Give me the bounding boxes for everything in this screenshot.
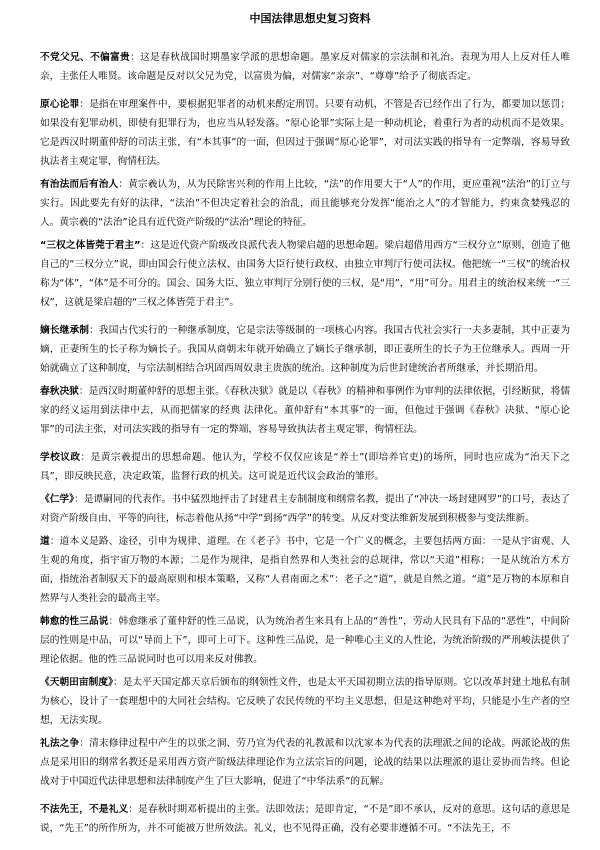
entry-term: 春秋决狱: [40, 386, 79, 397]
entry-definition: 是春秋时期邓析提出的主张。法即效法；是即肯定，“不是”即不承认，反对的意思。这句话的意思是说，“先王”的所作所为，并不可能被万世所效法。礼义，也不见得正确，没有必要非遵循不可。“不法先王，不: [40, 804, 570, 834]
entry-definition: 是谭嗣同的代表作。书中猛烈地抨击了封建君主专制制度和纲常名教，提出了“冲决一场封建网罗”的口号，表达了对资产阶级自由、平等的向往，标志着他从扬“中学”到扬“西学”的转变。从反对变法维新发展到积极参与变法维新。: [40, 494, 570, 524]
entry-definition: 韩愈继承了董仲舒的性三品说，认为统治者生来具有上品的“善性”，劳动人民具有下品的“恶性”，中间阶层的性则是中品，可以“导而上下”，即可上可下。这种性三品说，是一种唯心主义的人性论，为统治阶级的严刑峻法提供了理论依据。他的性三品说同时也可以用来反对佛教。: [40, 616, 571, 665]
entry-term: 《天朝田亩制度》: [40, 677, 113, 688]
entry-definition: 道本义是路、途径，引申为规律、道理。在《老子》书中，它是一个广义的概念，主要包括两方面：一是从宇宙观、人生观的角度，指宇宙万物的本源；二是作为规律，是指自然界和人类社会的总规律，常以“天道”相称；一是从统治方术方面，指统治者制驭天下的最高原则和根本策略，又称“人君南面之术”：老子之“道”，就是自然之道。“道”是万物的本原和自然界与人类社会的最高主宰。: [40, 536, 571, 604]
entry-separator: ：: [74, 494, 84, 505]
entry-separator: ：: [89, 325, 99, 336]
entry-han-yu-xing-san-pin: [40, 612, 570, 669]
entry-definition: 这是春秋战国时期墨家学派的思想命题。墨家反对儒家的宗法制和礼治。表现为用人上反对任人唯亲，主张任人唯贤。该命题是反对以父兄为党，以富贵为偏，对儒家“亲亲”、“尊尊”给予了彻底否定。: [40, 52, 571, 82]
entry-term: 不法先王，不是礼义: [40, 804, 129, 815]
entry-term: 韩愈的性三品说: [40, 616, 109, 627]
entry-term: 嫡长继承制: [40, 325, 90, 336]
entry-term: 礼法之争: [40, 738, 80, 749]
entry-di-zhang-ji-cheng: [40, 321, 570, 378]
entry-term: “三权之体皆莞于君主”: [40, 240, 141, 251]
entry-xue-xiao-yi-zheng: [40, 448, 570, 486]
entry-separator: ：: [118, 179, 129, 190]
entry-definition: 这是近代资产阶级改良派代表人物梁启超的思想命题。梁启超借用西方“三权分立”原则，创造了他自己的“三权分立”说，即由国会行使立法权、由国务大臣行使行政权、由独立审判厅行使司法权。他把统一“三权”的统治权称为“体”，“体”是不可分的。国会、国务大臣、独立审判厅分别行使的三权，是“用”，“用”可分。用君主的统治权来统一“三权”，这就是梁启超的“三权之体皆莞于君主”。: [40, 240, 571, 308]
entry-you-zhi-fa: [40, 175, 570, 232]
entry-definition: 是黄宗羲提出的思想命题。他认为，学校不仅仅应该是“养士”(即培养官吏)的场所，同时也应成为“治天下之具”，即反映民意，决定政策，监督行政的机关。这可说是近代议会政治的雏形。: [40, 452, 571, 482]
entry-separator: ：: [79, 99, 90, 110]
entry-bu-dang-fu-xiong: [40, 48, 570, 86]
entry-separator: ：: [78, 386, 89, 397]
entry-separator: ：: [140, 240, 151, 251]
entry-san-quan-zhi-ti: [40, 236, 570, 312]
entry-term: 不党父兄、不偏富贵: [40, 52, 131, 63]
entry-separator: ：: [128, 804, 139, 815]
entry-dao: [40, 532, 570, 608]
entry-term: 原心论罪: [40, 99, 80, 110]
entry-definition: 清末修律过程中产生的以张之洞、劳乃宣为代表的礼教派和以沈家本为代表的法理派之间的论战。两派论战的焦点是采用旧的纲常名教还是采用西方资产阶级法律理论作为立法宗旨的问题，论战的结果以法理派的退让妥协而告终。但论战对于中国近代法律思想和法律制度产生了巨大影响，促进了“中华法系”的瓦解。: [40, 738, 571, 787]
entry-term: 有治法而后有治人: [40, 179, 119, 190]
entry-definition: 是西汉时期董仲舒的思想主张。《春秋决狱》就是以《春秋》的精神和事例作为审判的法律依据，引经断狱，将儒家的经义运用到法律中去，从而把儒家的经典 法律化。董仲舒有“本其事”的一面，但他过于强调《春秋》决狱、“原心论罪”的司法主张，对司法实践的指导有一定的弊端，容易导致执法者主观定罪，徇情枉法。: [40, 386, 571, 435]
entry-separator: ：: [80, 452, 91, 463]
entry-definition: 黄宗羲认为，从为民除害兴利的作用上比较，“法”的作用要大于“人”的作用，更应重视“法治”的订立与实行。因此要先有好的法律，“法治”不但决定着社会的治乱，而且能够充分发挥“能治之人”的才智能力，约束贪婪残忍的人。黄宗羲的“法治”论具有近代资产阶级的“法治”理论的特征。: [40, 179, 571, 228]
entry-separator: ：: [49, 536, 60, 547]
document-title: 中国法律思想史复习资料: [249, 12, 371, 25]
entry-definition: 我国古代实行的一种继承制度，它是宗法等级制的一项核心内容。我国古代社会实行一夫多妻制，其中正妻为嫡，正妻所生的长子称为嫡长子。我国从商朝末年就开始确立了嫡长子继承制，即正妻所生的长子为王位继承人。西周一开始就确立了这种制度，与宗法制相结合巩固西周奴隶主贵族的统治。这种制度为后世封建统治者所继承，并长期沿用。: [40, 325, 571, 374]
entry-bu-fa-xian-wang: [40, 800, 570, 838]
entry-term: 道: [40, 536, 50, 547]
entry-tian-chao-tian-mu: [40, 673, 570, 730]
entry-separator: ：: [79, 738, 90, 749]
entry-yuan-xin-lun-zui: [40, 95, 570, 171]
entry-definition: 是指在审理案件中，要根据犯罪者的动机来酌定刑罚。只要有动机，不管是否已经作出了行为，都要加以惩罚；如果没有犯罪动机，即使有犯罪行为，也应当从轻发落。“原心论罪”实际上是一种动机论，着重行为者的动机而不是效果。它是西汉时期董仲舒的司法主张，有“本其事”的一面，但因过于强调“原心论罪”，对司法实践的指导有一定弊端，容易导致执法者主观定罪，徇情枉法。: [40, 99, 571, 167]
entry-term: 学校议政: [40, 452, 81, 463]
entry-li-fa-zhi-zheng: [40, 734, 570, 791]
entry-separator: ：: [108, 616, 119, 627]
entry-separator: ：: [130, 52, 141, 63]
entry-term: 《仁学》: [40, 494, 75, 505]
entry-separator: ：: [112, 677, 123, 688]
entry-definition: 是太平天国定都天京后颁布的纲领性文件，也是太平天国初期立法的指导原则。它以改革封建土地私有制为核心，设计了一套理想中的大同社会结构。它反映了农民传统的平均主义思想，但是这种绝对平均，只能是小生产者的空想，无法实现。: [40, 677, 571, 726]
entry-ren-xue: [40, 490, 570, 528]
entry-chun-qiu-jue-yu: [40, 382, 570, 439]
